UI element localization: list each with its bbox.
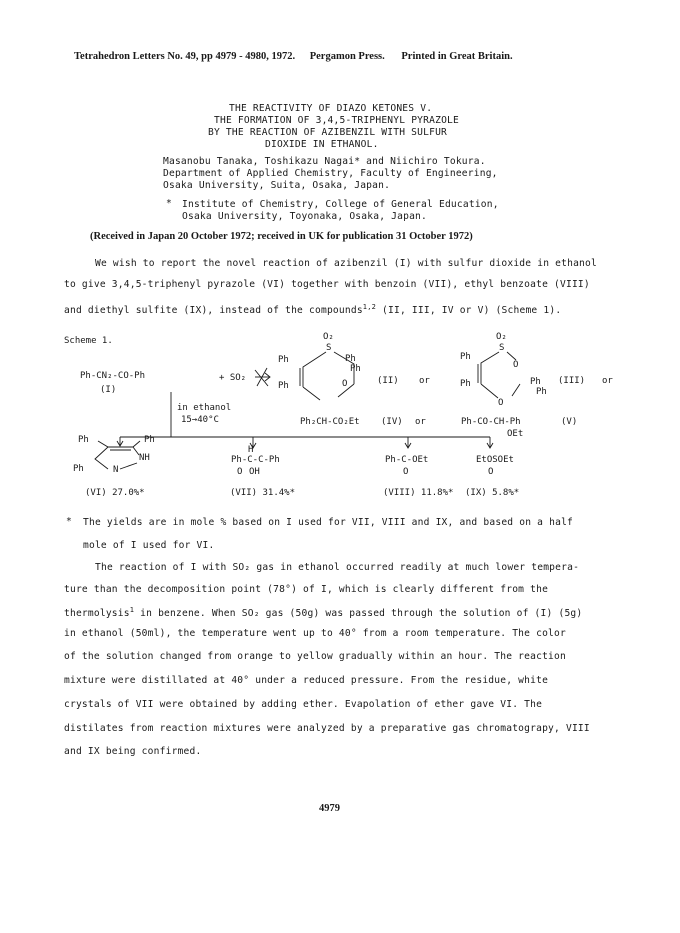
vi-ph-1: Ph (78, 435, 89, 445)
printed-in: Printed in Great Britain. (401, 51, 513, 62)
iii-o2: O₂ (496, 332, 507, 342)
iii-ph-3: Ph (530, 377, 541, 387)
body-line-7: crystals of VII were obtained by adding ether. Evapolation of ether gave VI. The (64, 699, 543, 710)
yield-vi: (VI) 27.0%* (85, 488, 145, 498)
compound-v-label: (V) (561, 417, 578, 427)
vi-n: N (113, 465, 119, 475)
vii-oxygen: O (237, 467, 243, 477)
body-line-2: ture than the decomposition point (78°) of I, which is clearly different from the (64, 584, 549, 595)
body-line-5: of the solution changed from orange to yellow gradually within an hour. The reaction (64, 651, 566, 662)
conditions-solvent: in ethanol (177, 403, 232, 413)
alt-affiliation-line-2: Osaka University, Toyonaka, Osaka, Japan. (182, 211, 428, 222)
iii-ring (481, 352, 520, 398)
body-line-9: and IX being confirmed. (64, 746, 202, 757)
or-3: or (415, 417, 426, 427)
vi-nh: NH (139, 453, 150, 463)
compound-iv-label: (IV) (381, 417, 403, 427)
body-line-6: mixture were distillated at 40° under a reduced pressure. From the residue, white (64, 675, 549, 686)
so2-reagent: + SO₂ (219, 373, 247, 383)
received-dates: (Received in Japan 20 October 1972; received in UK for publication 31 October 1972) (90, 231, 473, 242)
publisher: Pergamon Press. (309, 51, 385, 62)
citation-1-2: 1,2 (362, 303, 377, 311)
alt-affiliation-line-1: Institute of Chemistry, College of General Education, (182, 199, 499, 210)
vii-formula: Ph-C-C-Ph (231, 455, 280, 465)
intro-line-1: We wish to report the novel reaction of azibenzil (I) with sulfur dioxide in ethanol (95, 258, 597, 269)
compound-iii-label: (III) (558, 376, 586, 386)
compound-ii-label: (II) (377, 376, 399, 386)
footnote-line-2: mole of I used for VI. (83, 540, 215, 551)
title-line-4: DIOXIDE IN ETHANOL. (265, 139, 379, 150)
body-line-1: The reaction of I with SO₂ gas in ethanol occurred readily at much lower tempera- (95, 562, 580, 573)
reactant-number: (I) (100, 385, 117, 395)
viii-oxygen: O (403, 467, 409, 477)
conditions-temperature: 15→40°C (181, 415, 219, 425)
vii-h: H (248, 445, 254, 455)
iii-oxygen-top: O (513, 360, 519, 370)
ii-ph-3: Ph (345, 354, 356, 364)
viii-formula: Ph-C-OEt (385, 455, 429, 465)
title-line-1: THE REACTIVITY OF DIAZO KETONES V. (229, 103, 433, 114)
affiliation-line-1: Department of Applied Chemistry, Faculty of Engineering, (163, 168, 498, 179)
vi-ph-2: Ph (144, 435, 155, 445)
ii-sulfur: S (326, 343, 332, 353)
author-names: Masanobu Tanaka, Toshikazu Nagai* and Niichiro Tokura. (163, 156, 486, 167)
iii-ph-2: Ph (460, 379, 471, 389)
compound-iv-formula: Ph₂CH-CO₂Et (300, 417, 360, 427)
ii-o2: O₂ (323, 332, 334, 342)
body-line-3: thermolysis$^1$ in benzene. When SO₂ gas (50g) was passed through the solution of (I) (5g) (64, 606, 583, 619)
page-number: 4979 (319, 803, 340, 814)
scheme-label: Scheme 1. (64, 336, 113, 346)
iii-sulfur: S (499, 343, 505, 353)
yield-ix: (IX) 5.8%* (465, 488, 520, 498)
footnote-line-1: The yields are in mole % based on I used for VII, VIII and IX, and based on a half (83, 517, 574, 528)
footnote-asterisk: * (66, 516, 72, 527)
compound-v-oet: OEt (507, 429, 524, 439)
body-line-8: distilates from reaction mixtures were analyzed by a preparative gas chromatograpy, VIII (64, 723, 590, 734)
vi-ph-3: Ph (73, 464, 84, 474)
citation-1: 1 (129, 606, 135, 614)
ii-oxygen: O (342, 379, 348, 389)
intro-line-2: to give 3,4,5-triphenyl pyrazole (VI) together with benzoin (VII), ethyl benzoate (VIII) (64, 279, 590, 290)
yield-viii: (VIII) 11.8%* (383, 488, 454, 498)
body-line-4: in ethanol (50ml), the temperature went up to 40° from a room temperature. The color (64, 628, 566, 639)
ii-ph-1: Ph (278, 355, 289, 365)
affiliation-asterisk: * (166, 198, 172, 209)
ii-ph-4: Ph (350, 364, 361, 374)
iii-ph-1: Ph (460, 352, 471, 362)
title-line-2: THE FORMATION OF 3,4,5-TRIPHENYL PYRAZOLE (214, 115, 460, 126)
iii-oxygen-bottom: O (498, 398, 504, 408)
intro-line-3: and diethyl sulfite (IX), instead of the compounds$^{1,2}$ (II, III, IV or V) (Scheme 1). (64, 303, 562, 316)
vii-oh: OH (249, 467, 260, 477)
title-line-3: BY THE REACTION OF AZIBENZIL WITH SULFUR (208, 127, 448, 138)
yield-vii: (VII) 31.4%* (230, 488, 296, 498)
iii-ph-4: Ph (536, 387, 547, 397)
compound-v-formula: Ph-CO-CH-Ph (461, 417, 521, 427)
or-2: or (602, 376, 613, 386)
ix-formula: EtOSOEt (476, 455, 514, 465)
ix-oxygen: O (488, 467, 494, 477)
reactant-formula: Ph-CN₂-CO-Ph (80, 371, 146, 381)
or-1: or (419, 376, 430, 386)
affiliation-line-2: Osaka University, Suita, Osaka, Japan. (163, 180, 391, 191)
ii-ph-2: Ph (278, 381, 289, 391)
journal-citation: Tetrahedron Letters No. 49, pp 4979 - 4980, 1972. (74, 51, 296, 62)
